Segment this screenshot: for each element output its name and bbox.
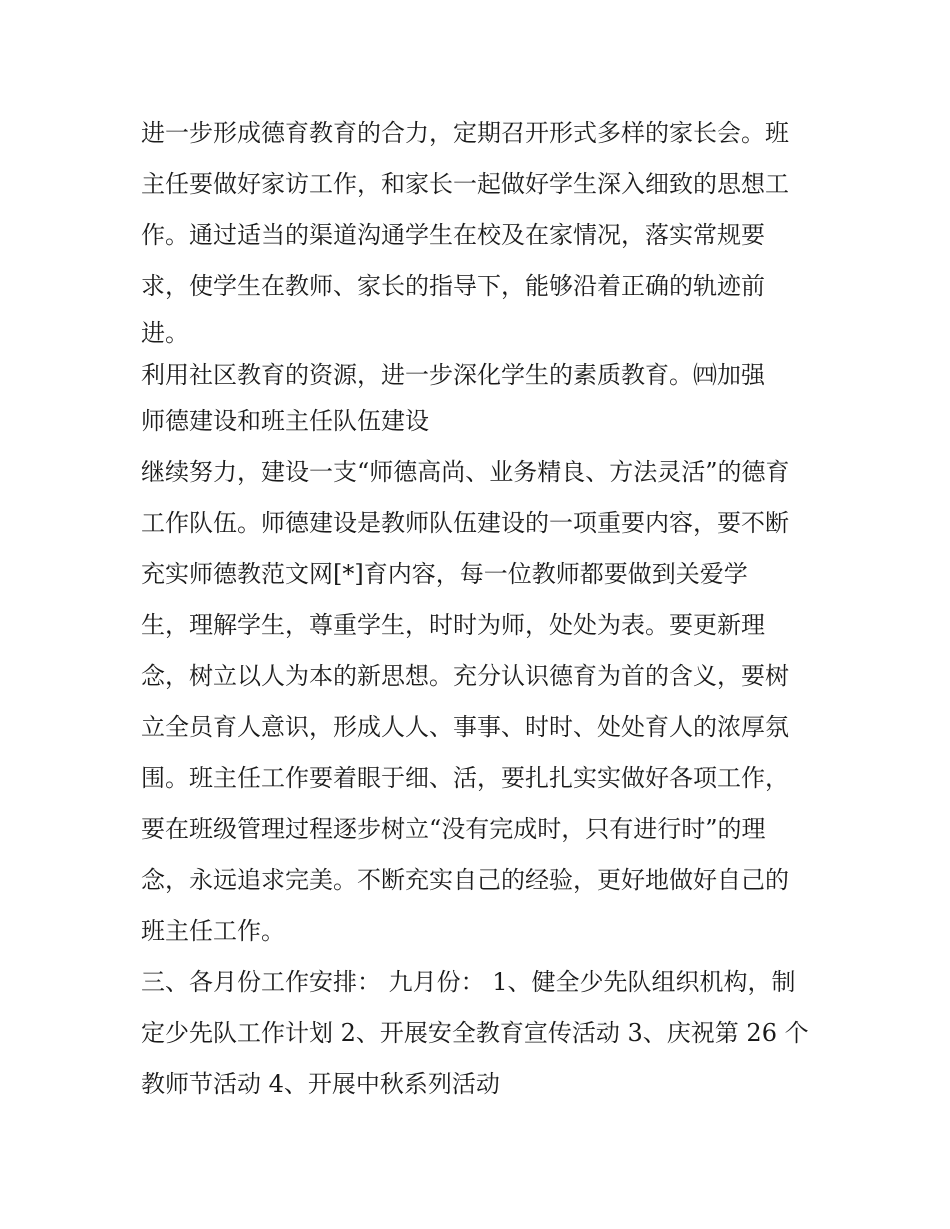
- text-line: 作。通过适当的渠道沟通学生在校及在家情况，落实常规要: [141, 221, 765, 249]
- text-line: 师德建设和班主任队伍建设: [141, 407, 429, 435]
- text-line: 进一步形成德育教育的合力，定期召开形式多样的家长会。班: [141, 119, 789, 147]
- text-line: 念，树立以人为本的新思想。充分认识德育为首的含义，要树: [141, 662, 789, 690]
- text-line: 教师节活动 4、开展中秋系列活动: [141, 1070, 500, 1098]
- text-line: 进。: [141, 319, 189, 347]
- text-line: 生，理解学生，尊重学生，时时为师，处处为表。要更新理: [141, 611, 765, 639]
- text-line: 求，使学生在教师、家长的指导下，能够沿着正确的轨迹前: [141, 272, 765, 300]
- text-line: 三、各月份工作安排： 九月份： 1、健全少先队组织机构，制: [141, 968, 796, 996]
- text-line: 继续努力，建设一支“师德高尚、业务精良、方法灵活”的德育: [141, 458, 790, 486]
- text-line: 利用社区教育的资源，进一步深化学生的素质教育。㈣加强: [141, 361, 765, 389]
- document-body: [141, 108, 821, 1110]
- text-line: 要在班级管理过程逐步树立“没有完成时，只有进行时”的理: [141, 815, 766, 843]
- text-line: 立全员育人意识，形成人人、事事、时时、处处育人的浓厚氛: [141, 713, 789, 741]
- text-line: 围。班主任工作要着眼于细、活，要扎扎实实做好各项工作，: [141, 764, 789, 792]
- text-line: 主任要做好家访工作，和家长一起做好学生深入细致的思想工: [141, 170, 789, 198]
- text-line: 念，永远追求完美。不断充实自己的经验，更好地做好自己的: [141, 866, 789, 894]
- text-line: 充实师德教范文网[*]育内容，每一位教师都要做到关爱学: [141, 560, 748, 588]
- text-line: 定少先队工作计划 2、开展安全教育宣传活动 3、庆祝第 26 个: [141, 1019, 809, 1047]
- text-line: 工作队伍。师德建设是教师队伍建设的一项重要内容，要不断: [141, 509, 789, 537]
- text-line: 班主任工作。: [141, 917, 285, 945]
